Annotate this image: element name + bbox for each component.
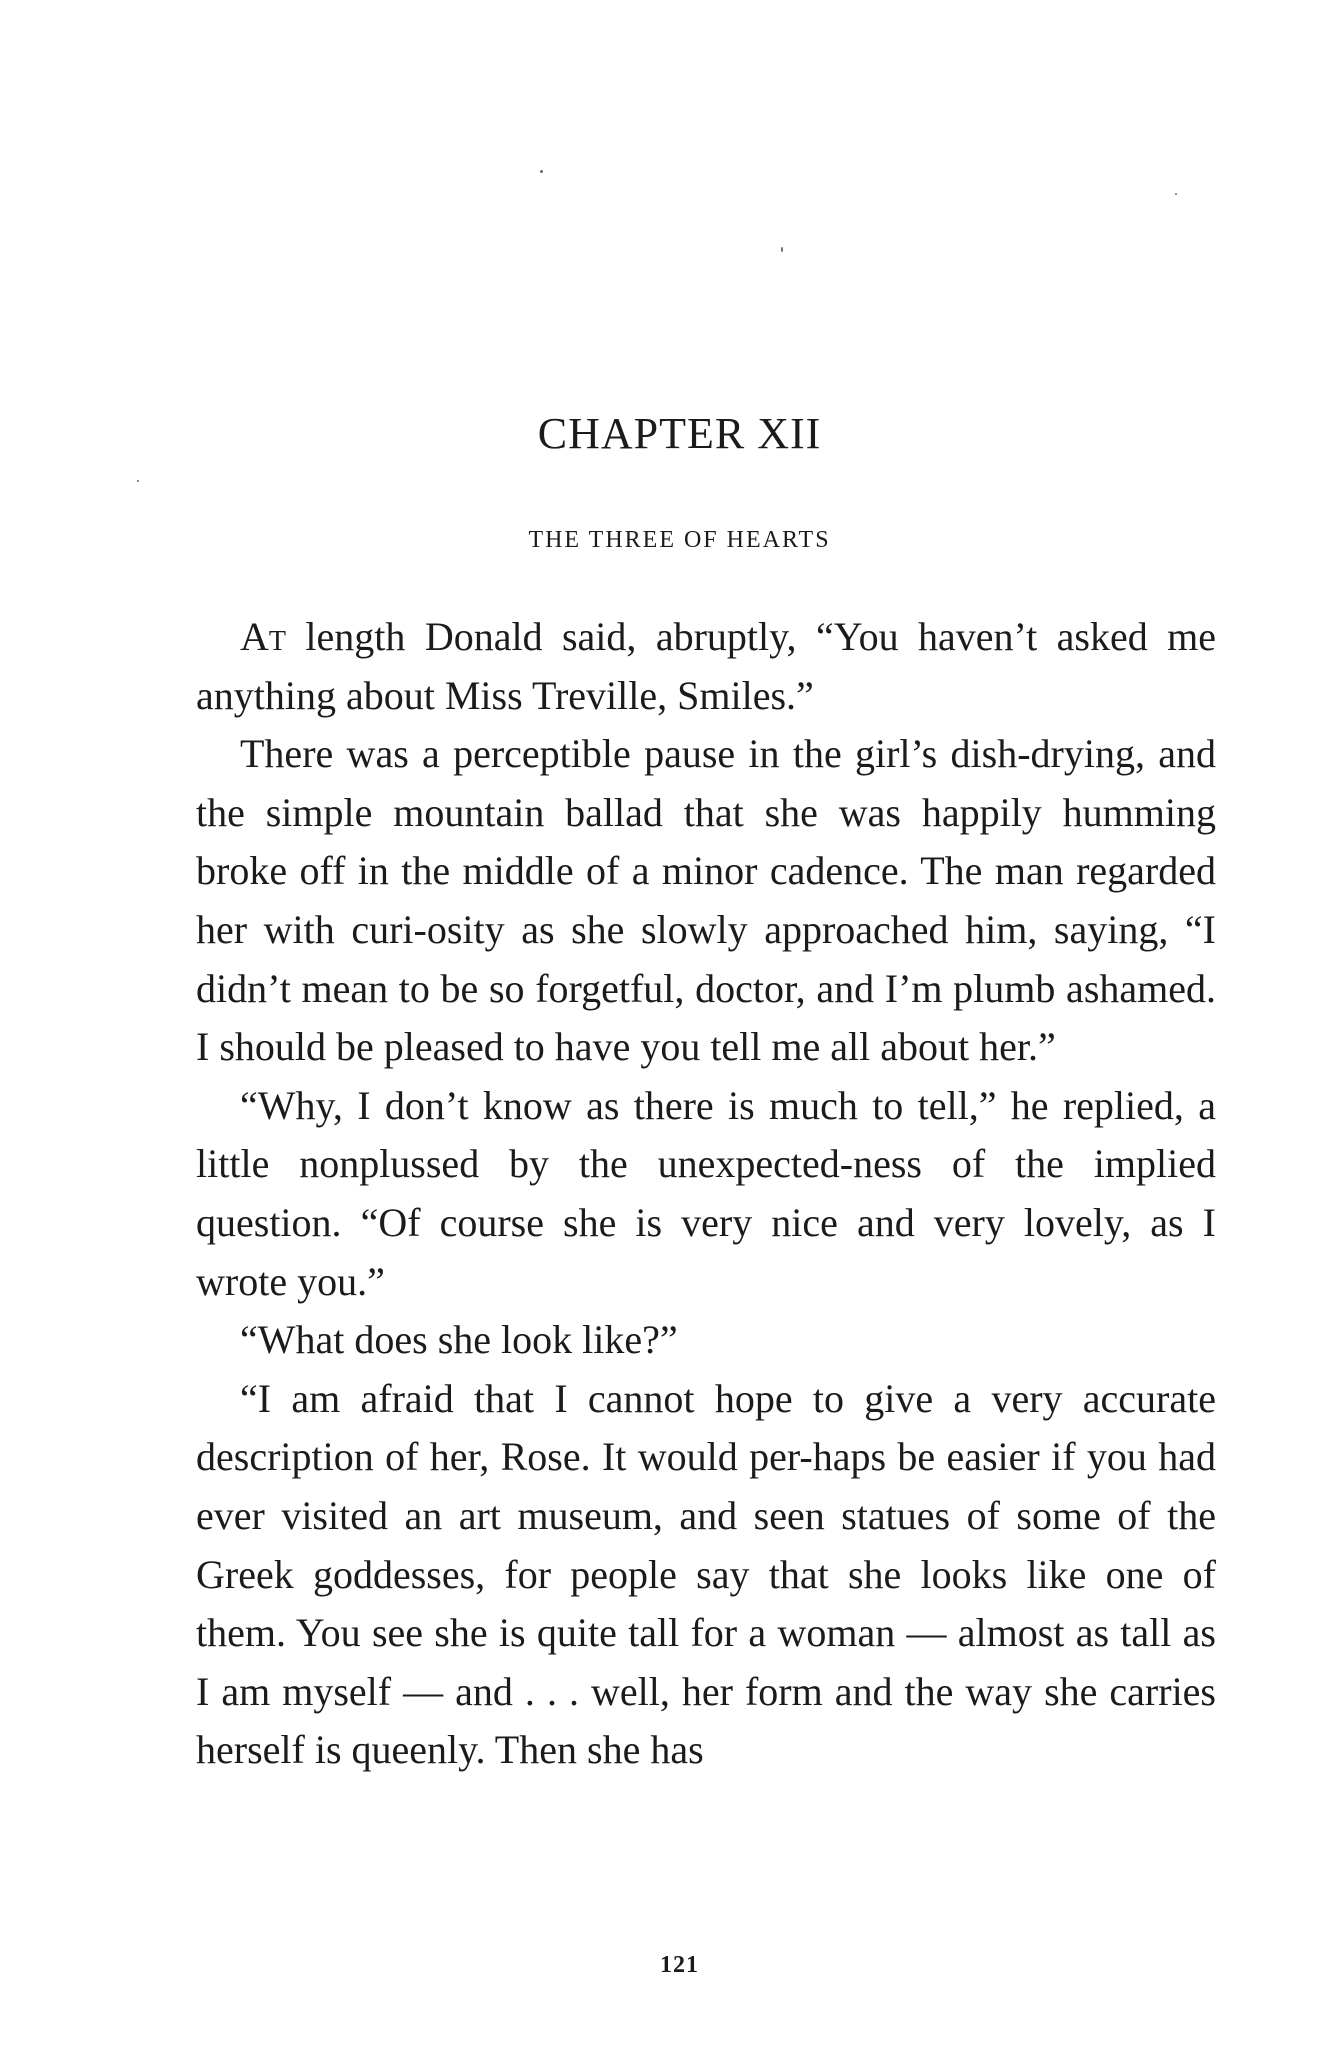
body-text bbox=[196, 608, 1216, 1780]
paragraph-text: “What does she look like?” bbox=[240, 1317, 678, 1363]
paragraph bbox=[196, 1077, 1216, 1311]
chapter-subtitle: THE THREE OF HEARTS bbox=[528, 527, 831, 553]
paragraph bbox=[196, 1311, 1216, 1370]
page-number: 121 bbox=[660, 1952, 699, 1978]
paragraph bbox=[196, 725, 1216, 1077]
paragraph-text: length Donald said, abruptly, “You haven’t asked me anything about Miss Treville, Smiles.” bbox=[196, 614, 1216, 718]
paragraph-text: “Why, I don’t know as there is much to tell,” he replied, a little nonplussed by the unexpected-ness of the implied question. “Of course she is very nice and very lovely, as I wrote you.” bbox=[196, 1082, 1216, 1304]
paragraph-text: “I am afraid that I cannot hope to give a very accurate description of her, Rose. It would per-haps be easier if you had ever visited an art museum, and seen statues of some of the Greek goddesses, for people say that she looks like one of them. You see she is quite tall for a woman — almost as tall as I am myself — and . . . well, her form and the way she carries herself is queenly. Then she has bbox=[196, 1375, 1216, 1773]
chapter-title: CHAPTER XII bbox=[537, 409, 822, 458]
paragraph-lead: At bbox=[240, 614, 286, 659]
print-speck bbox=[137, 480, 139, 482]
print-speck bbox=[540, 170, 543, 173]
print-speck bbox=[1175, 193, 1177, 195]
paragraph-text: There was a perceptible pause in the girl’s dish-drying, and the simple mountain ballad that she was happily humming broke off in the middle of a minor cadence. The man regarded her with curi-osity as she slowly approached him, saying, “I didn’t mean to be so forgetful, doctor, and I’m plumb ashamed. I should be pleased to have you tell me all about her.” bbox=[196, 731, 1216, 1070]
paragraph bbox=[196, 1370, 1216, 1780]
paragraph bbox=[196, 608, 1216, 725]
print-speck bbox=[781, 247, 783, 252]
